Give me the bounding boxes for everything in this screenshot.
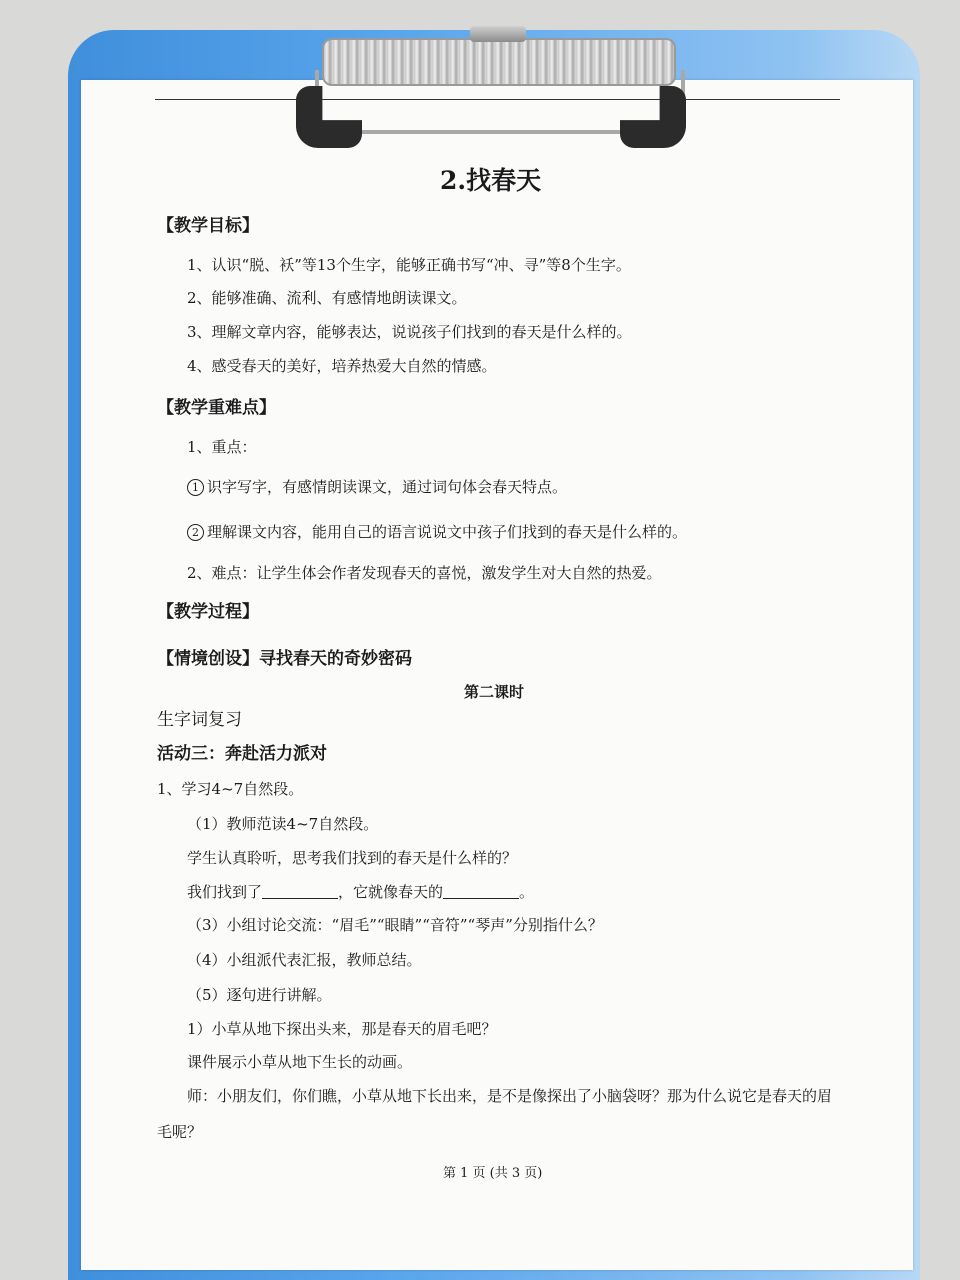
teacher-line: 师：小朋友们，你们瞧，小草从地下长出来，是不是像探出了小脑袋呀？那为什么说它是春天的眉 [187,1087,833,1105]
review-line: 生字词复习 [157,710,242,730]
page-footer: 第 1 页 (共 3 页) [443,1166,543,1181]
teacher-line-continued: 毛呢？ [157,1123,203,1141]
question-1: 1）小草从地下探出头来，那是春天的眉毛吧？ [187,1020,497,1038]
step-5: （5）逐句进行讲解。 [187,986,332,1004]
fill-blank [443,884,519,899]
fill-text-c: 。 [519,883,535,901]
document-title: 2.找春天 [440,166,542,195]
keypoint-item [187,477,567,497]
goal-item: 2、能够准确、流利、有感情地朗读课文。 [187,289,467,307]
activity-heading: 活动三：奔赴活力派对 [157,744,327,764]
step-4: （4）小组派代表汇报，教师总结。 [187,951,422,969]
keypoint-text: 识字写字，有感情朗读课文，通过词句体会春天特点。 [207,478,568,496]
goal-item: 4、感受春天的美好，培养热爱大自然的情感。 [187,357,497,375]
student-task: 学生认真聆听，思考我们找到的春天是什么样的？ [187,849,518,867]
step-1-sub: （1）教师范读4~7自然段。 [187,815,379,833]
fill-blank [262,884,338,899]
goal-item: 3、理解文章内容，能够表达，说说孩子们找到的春天是什么样的。 [187,323,632,341]
difficulty-item: 2、难点：让学生体会作者发现春天的喜悦，激发学生对大自然的热爱。 [187,564,662,582]
fill-in-line [187,882,534,902]
fill-text-b: ，它就像春天的 [338,883,444,901]
keypoint-item [187,522,687,542]
goals-heading: 【教学目标】 [157,216,259,236]
clip-rivet [470,26,526,42]
step-3: （3）小组讨论交流：“眉毛”“眼睛”“音符”“琴声”分别指什么？ [187,916,603,934]
step-1: 1、学习4~7自然段。 [157,780,304,798]
fill-text-a: 我们找到了 [187,883,263,901]
clip-plate [322,38,676,86]
keypoint-text: 理解课文内容，能用自己的语言说说文中孩子们找到的春天是什么样的。 [207,523,688,541]
keypoints-heading: 【教学重难点】 [157,398,276,418]
lesson-label: 第二课时 [464,683,525,701]
keypoint-label: 1、重点： [187,438,257,456]
circled-number: 1 [187,479,204,496]
courseware-note: 课件展示小草从地下生长的动画。 [187,1053,413,1071]
goal-item: 1、认识“脱、袄”等13个生字，能够正确书写“冲、寻”等8个生字。 [187,256,631,274]
scenario-heading: 【情境创设】寻找春天的奇妙密码 [157,649,412,669]
circled-number: 2 [187,524,204,541]
process-heading: 【教学过程】 [157,602,259,622]
